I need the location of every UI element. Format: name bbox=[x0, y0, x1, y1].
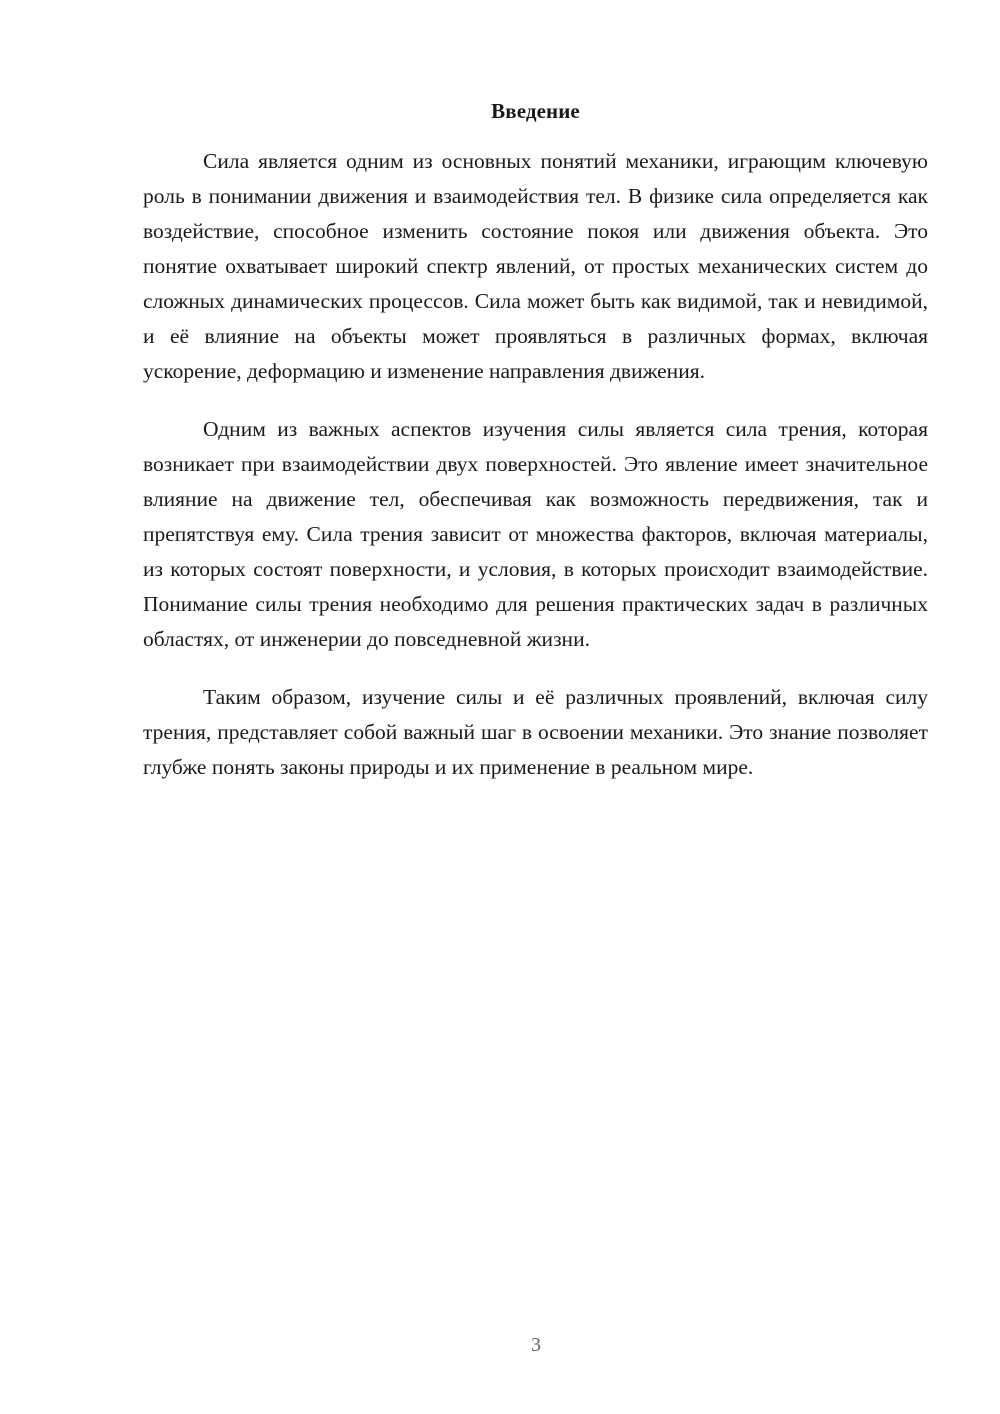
paragraph-3: Таким образом, изучение силы и её различных проявлений, включая силу трения, представляет собой важный шаг в освоении механики. Это знание позволяет глубже понять законы природы и их применение в реальном мире. bbox=[143, 685, 928, 779]
page-number: 3 bbox=[531, 1334, 541, 1356]
section-heading: Введение bbox=[491, 99, 580, 123]
page-content bbox=[143, 96, 928, 808]
paragraph-2: Одним из важных аспектов изучения силы является сила трения, которая возникает при взаимодействии двух поверхностей. Это явление имеет значительное влияние на движение тел, обеспечивая как возможность передвижения, так и препятствуя ему. Сила трения зависит от множества факторов, включая материалы, из которых состоят поверхности, и условия, в которых происходит взаимодействие. Понимание силы трения необходимо для решения практических задач в различных областях, от инженерии до повседневной жизни. bbox=[143, 417, 928, 651]
paragraph-1: Сила является одним из основных понятий механики, играющим ключевую роль в понимании движения и взаимодействия тел. В физике сила определяется как воздействие, способное изменить состояние покоя или движения объекта. Это понятие охватывает широкий спектр явлений, от простых механических систем до сложных динамических процессов. Сила может быть как видимой, так и невидимой, и её влияние на объекты может проявляться в различных формах, включая ускорение, деформацию и изменение направления движения. bbox=[143, 149, 928, 383]
